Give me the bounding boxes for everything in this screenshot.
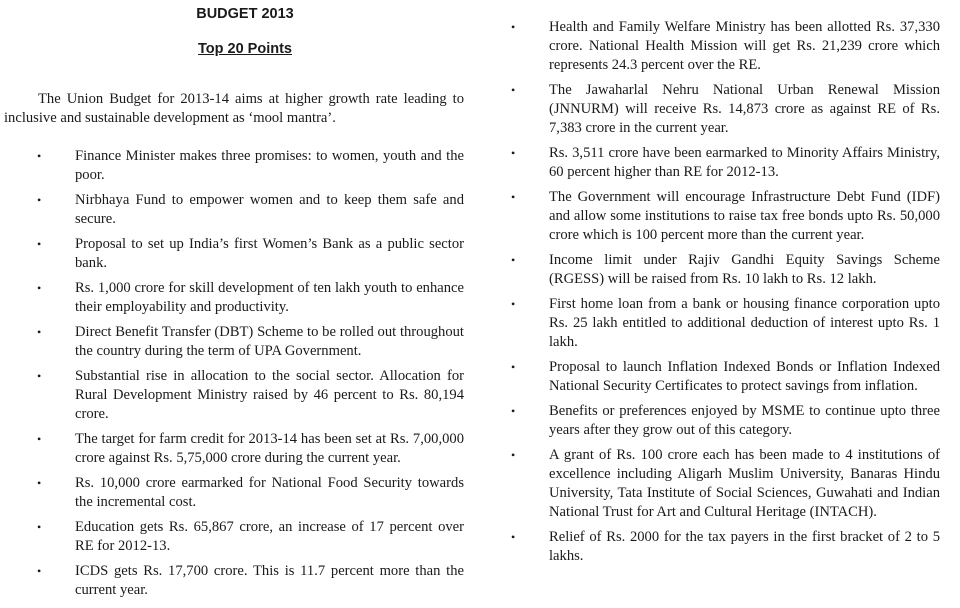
bullet-icon: • — [511, 297, 516, 311]
point-text: Substantial rise in allocation to the social sector. Allocation for Rural Development Ministry raised by 46 percent to Rs. 80,194 crore. — [75, 368, 464, 422]
list-item — [504, 188, 940, 245]
point-text: Rs. 10,000 crore earmarked for National Food Security towards the incremental cost. — [75, 475, 464, 510]
point-text: Rs. 1,000 crore for skill development of ten lakh youth to enhance their employability and productivity. — [75, 280, 464, 315]
point-text: ICDS gets Rs. 17,700 crore. This is 11.7 percent more than the current year. — [75, 563, 464, 598]
point-text: Education gets Rs. 65,867 crore, an increase of 17 percent over RE for 2012-13. — [75, 519, 464, 554]
point-text: Relief of Rs. 2000 for the tax payers in the first bracket of 2 to 5 lakhs. — [549, 529, 940, 564]
point-text: Income limit under Rajiv Gandhi Equity Savings Scheme (RGESS) will be raised from Rs. 10 lakh to Rs. 12 lakh. — [549, 252, 940, 287]
list-item — [504, 81, 940, 138]
bullet-icon: • — [37, 369, 42, 383]
bullet-icon: • — [37, 149, 42, 163]
right-column — [504, 18, 940, 566]
bullet-icon: • — [37, 564, 42, 578]
document-subtitle: Top 20 Points — [198, 41, 292, 57]
list-item — [4, 279, 464, 317]
right-points-list — [504, 18, 940, 566]
point-text: Nirbhaya Fund to empower women and to keep them safe and secure. — [75, 192, 464, 227]
list-item — [504, 144, 940, 182]
list-item — [4, 191, 464, 229]
list-item — [504, 358, 940, 396]
bullet-icon: • — [511, 146, 516, 160]
bullet-icon: • — [37, 193, 42, 207]
point-text: Rs. 3,511 crore have been earmarked to Minority Affairs Ministry, 60 percent higher than RE for 2012-13. — [549, 145, 940, 180]
bullet-icon: • — [37, 281, 42, 295]
bullet-icon: • — [511, 190, 516, 204]
bullet-icon: • — [511, 448, 516, 462]
list-item — [4, 562, 464, 600]
bullet-icon: • — [511, 530, 516, 544]
document-title: BUDGET 2013 — [196, 6, 294, 22]
bullet-icon: • — [511, 253, 516, 267]
left-points-list — [4, 147, 464, 600]
point-text: First home loan from a bank or housing finance corporation upto Rs. 25 lakh entitled to additional deduction of interest upto Rs. 1 lakh. — [549, 296, 940, 350]
list-item — [504, 446, 940, 522]
point-text: Benefits or preferences enjoyed by MSME to continue upto three years after they grow out of this category. — [549, 403, 940, 438]
bullet-icon: • — [511, 404, 516, 418]
point-text: A grant of Rs. 100 crore each has been made to 4 institutions of excellence including Aligarh Muslim University, Banaras Hindu University, Tata Institute of Social Sciences, Guwahati and Indian National Trust for Art and Cultural Heritage (INTACH). — [549, 447, 940, 520]
list-item — [504, 528, 940, 566]
bullet-icon: • — [37, 325, 42, 339]
bullet-icon: • — [37, 520, 42, 534]
bullet-icon: • — [37, 432, 42, 446]
list-item — [4, 235, 464, 273]
point-text: Direct Benefit Transfer (DBT) Scheme to be rolled out throughout the country during the term of UPA Government. — [75, 324, 464, 359]
list-item — [4, 430, 464, 468]
bullet-icon: • — [511, 83, 516, 97]
bullet-icon: • — [37, 237, 42, 251]
list-item — [504, 295, 940, 352]
point-text: Finance Minister makes three promises: to women, youth and the poor. — [75, 148, 464, 183]
bullet-icon: • — [511, 20, 516, 34]
point-text: Health and Family Welfare Ministry has been allotted Rs. 37,330 crore. National Health Mission will get Rs. 21,239 crore which represents 24.3 percent over the RE. — [549, 19, 940, 73]
list-item — [4, 367, 464, 424]
list-item — [4, 518, 464, 556]
point-text: Proposal to set up India’s first Women’s Bank as a public sector bank. — [75, 236, 464, 271]
list-item — [4, 147, 464, 185]
list-item — [504, 402, 940, 440]
bullet-icon: • — [511, 360, 516, 374]
intro-paragraph: The Union Budget for 2013-14 aims at higher growth rate leading to inclusive and sustainable development as ‘mool mantra’. — [4, 91, 464, 126]
point-text: Proposal to launch Inflation Indexed Bonds or Inflation Indexed National Security Certificates to protect savings from inflation. — [549, 359, 940, 394]
point-text: The Government will encourage Infrastructure Debt Fund (IDF) and allow some institutions to raise tax free bonds upto Rs. 50,000 crore which is 100 percent more than the current year. — [549, 189, 940, 243]
list-item — [4, 323, 464, 361]
list-item — [504, 251, 940, 289]
list-item — [4, 474, 464, 512]
bullet-icon: • — [37, 476, 42, 490]
point-text: The target for farm credit for 2013-14 has been set at Rs. 7,00,000 crore against Rs. 5,75,000 crore during the current year. — [75, 431, 464, 466]
list-item — [504, 18, 940, 75]
left-column — [4, 4, 464, 600]
point-text: The Jawaharlal Nehru National Urban Renewal Mission (JNNURM) will receive Rs. 14,873 crore as against RE of Rs. 7,383 crore in the current year. — [549, 82, 940, 136]
